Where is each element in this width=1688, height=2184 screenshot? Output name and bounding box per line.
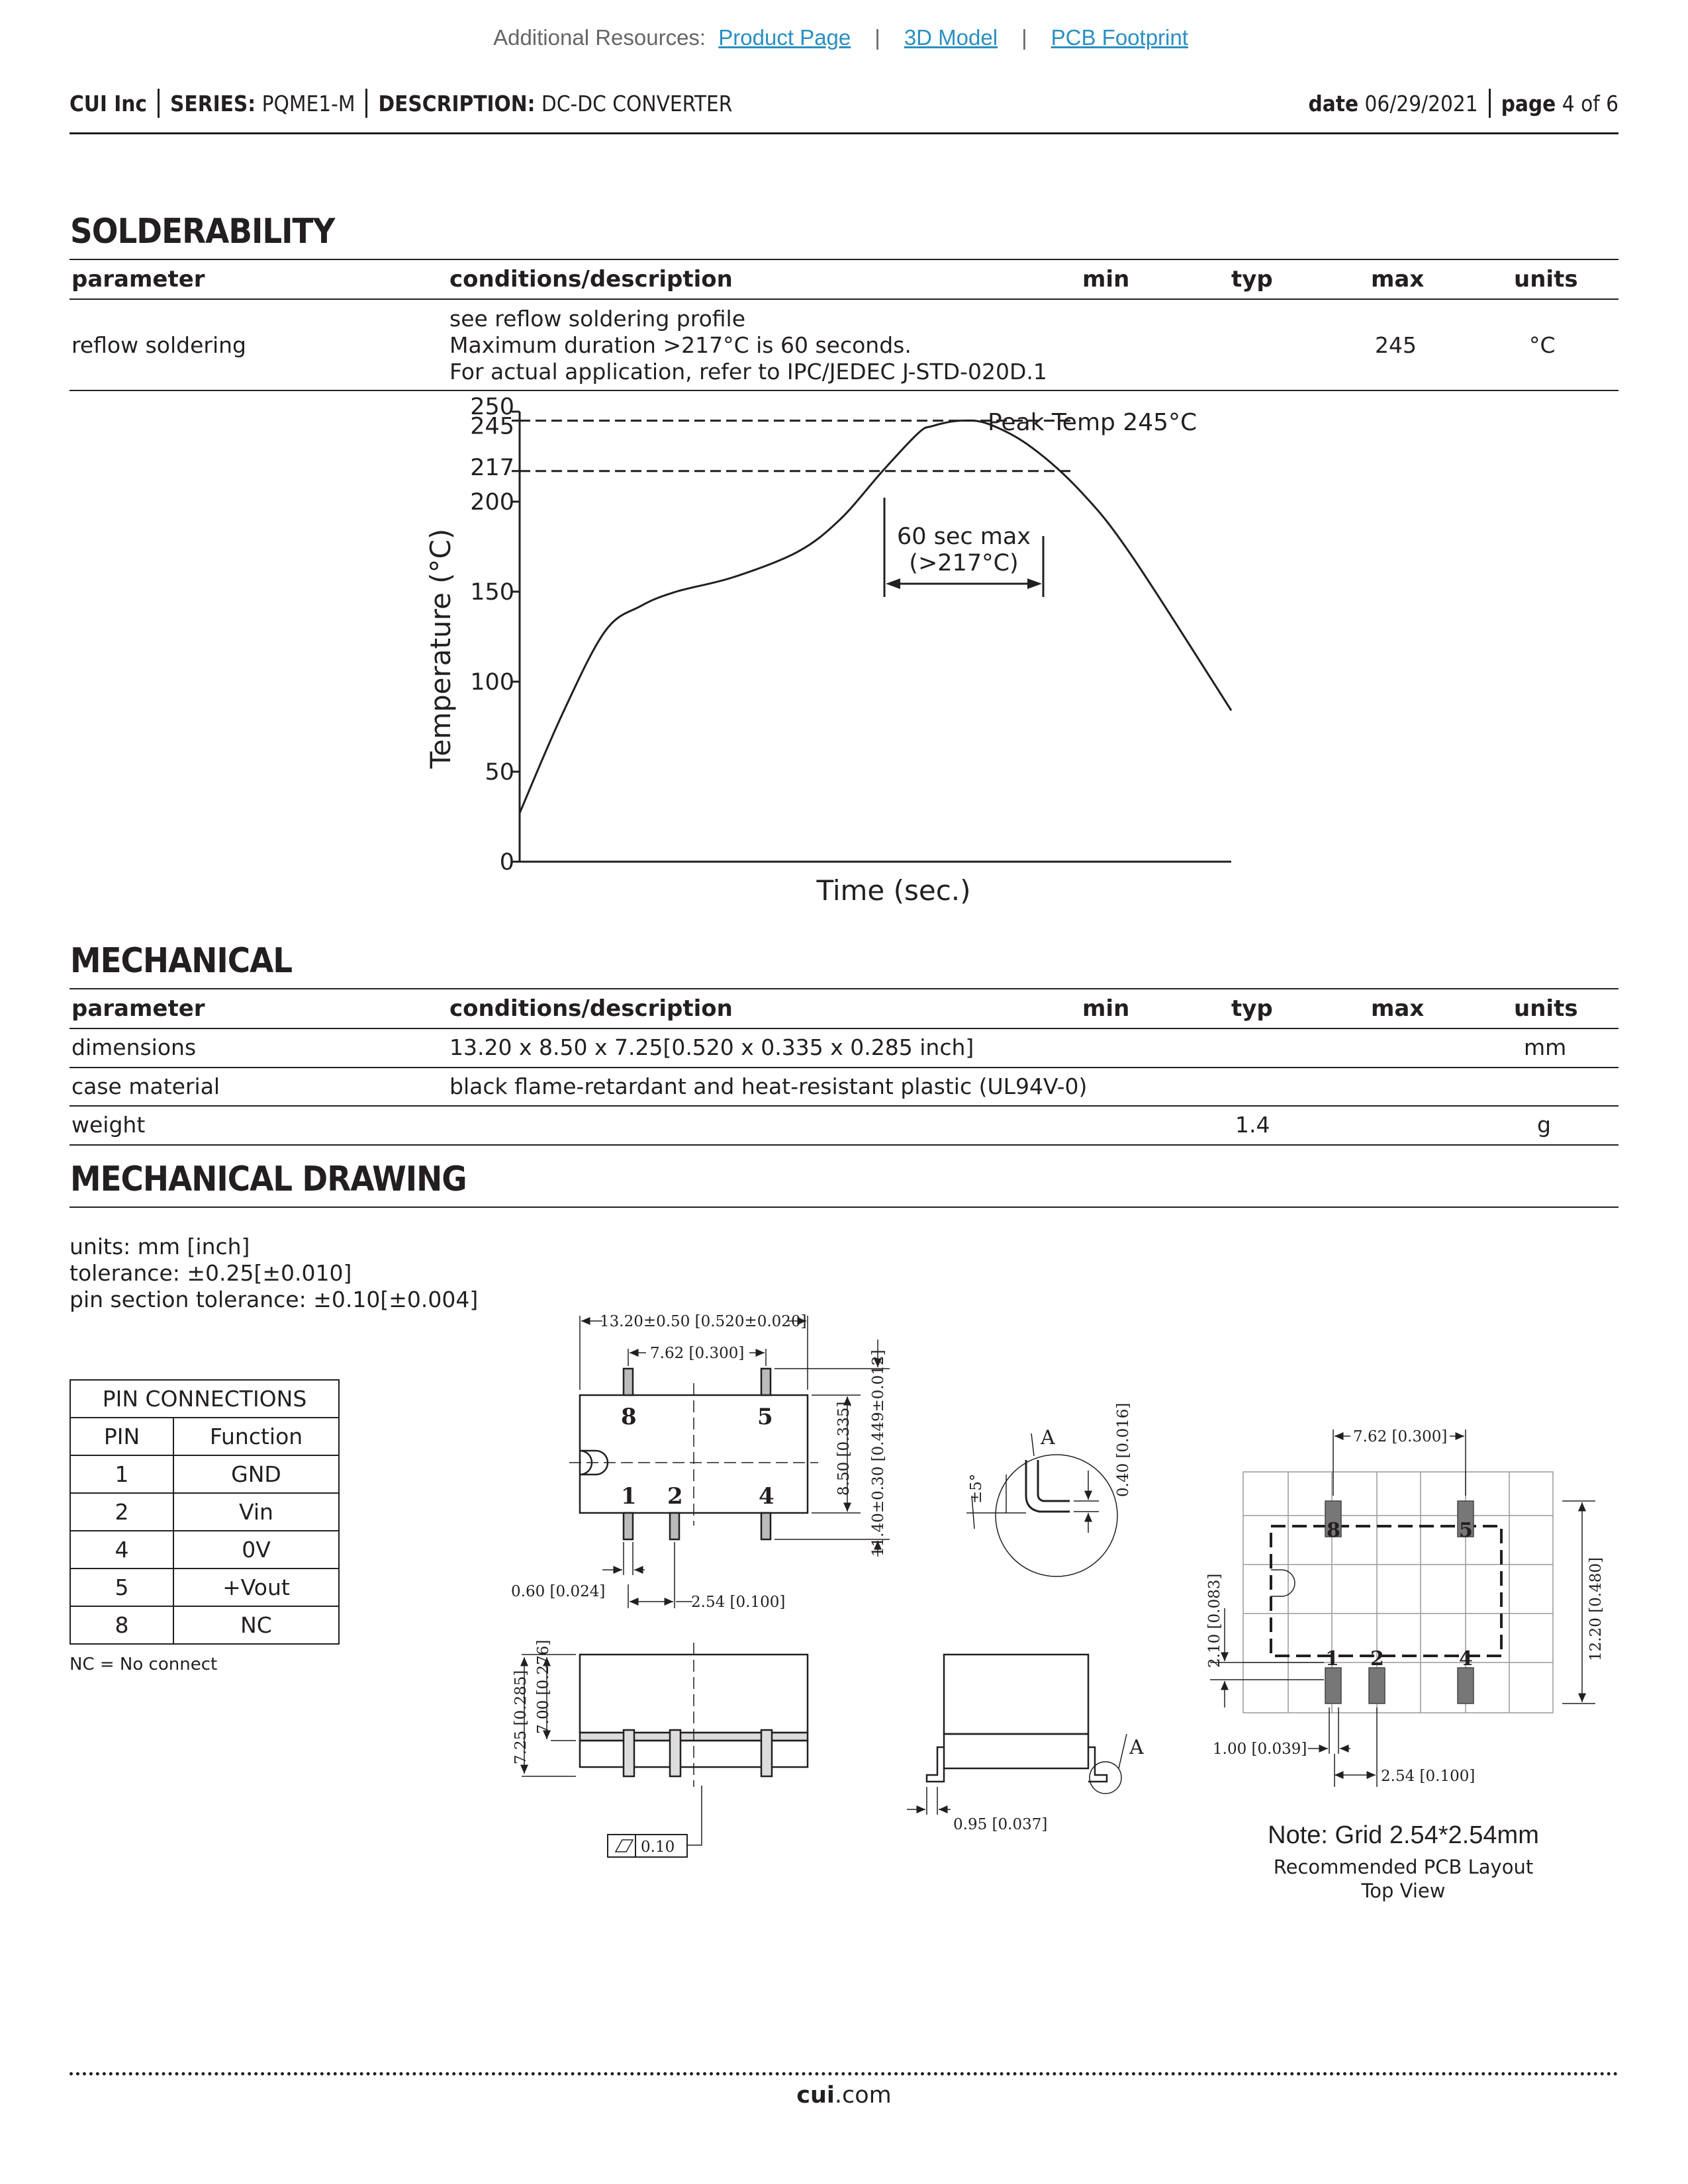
dimensions-value: 13.20 x 8.50 x 7.25[0.520 x 0.335 x 0.285 inch] xyxy=(449,1034,974,1060)
col-conditions: conditions/description xyxy=(449,266,733,293)
pcb-pin-4: 4 xyxy=(1459,1647,1473,1670)
svg-text:7.62 [0.300]: 7.62 [0.300] xyxy=(1353,1428,1448,1445)
pin-note: NC = No connect xyxy=(70,1655,218,1674)
footer-url[interactable] xyxy=(0,2082,1688,2109)
detail-a-circle xyxy=(996,1455,1117,1576)
page-label: page xyxy=(1501,91,1556,116)
mcol-max: max xyxy=(1371,995,1425,1022)
x-axis-label: Time (sec.) xyxy=(816,874,971,907)
pin-5-label: 5 xyxy=(757,1404,773,1430)
svg-text:0.40 [0.016]: 0.40 [0.016] xyxy=(1115,1402,1132,1497)
company-name: CUI Inc xyxy=(70,91,148,116)
reflow-units: °C xyxy=(1529,332,1556,358)
mcol-min: min xyxy=(1082,995,1130,1022)
pcb-footprint-link[interactable]: PCB Footprint xyxy=(1051,25,1188,50)
pcb-pin-1: 1 xyxy=(1325,1647,1339,1670)
pcb-grid-note: Note: Grid 2.54*2.54mm xyxy=(1268,1821,1539,1849)
function-header: Function xyxy=(173,1418,339,1455)
svg-text:0.95 [0.037]: 0.95 [0.037] xyxy=(953,1816,1048,1833)
description-value: DC-DC CONVERTER xyxy=(541,91,733,116)
param-dimensions: dimensions xyxy=(71,1034,197,1060)
date-label: date xyxy=(1308,91,1359,116)
pin-2-label: 2 xyxy=(667,1483,683,1510)
pcb-caption-1: Recommended PCB Layout xyxy=(1273,1856,1534,1878)
svg-text:2.10 [0.083]: 2.10 [0.083] xyxy=(1206,1573,1223,1668)
detail-a-label: A xyxy=(1041,1426,1055,1449)
svg-text:12.20 [0.480]: 12.20 [0.480] xyxy=(1587,1557,1605,1661)
footer-domain: .com xyxy=(834,2082,892,2109)
pin-connections-table: PIN CONNECTIONS PIN Function 1 GND 2 Vin 4 0V 5 +Vout 8 NC xyxy=(70,1379,340,1645)
col-max: max xyxy=(1371,266,1425,293)
pin-table-title: PIN CONNECTIONS xyxy=(70,1380,339,1418)
svg-text:2.54 [0.100]: 2.54 [0.100] xyxy=(691,1594,786,1611)
reflow-curve xyxy=(520,420,1231,813)
svg-text:0.10: 0.10 xyxy=(641,1839,675,1856)
units-note: units: mm [inch] xyxy=(70,1234,250,1259)
footer-divider xyxy=(70,2072,1618,2075)
pcb-pin-5: 5 xyxy=(1459,1519,1473,1542)
y-tick-label: 150 xyxy=(470,579,514,606)
page-header xyxy=(70,89,1618,134)
svg-text:1.00 [0.039]: 1.00 [0.039] xyxy=(1213,1741,1307,1758)
col-min: min xyxy=(1082,266,1130,293)
resources-label: Additional Resources: xyxy=(493,25,706,50)
param-reflow: reflow soldering xyxy=(71,332,246,358)
y-tick-label: 250 xyxy=(470,397,514,420)
param-case-material: case material xyxy=(71,1073,220,1099)
window-label-2: (>217°C) xyxy=(909,550,1019,576)
svg-text:7.00 [0.276]: 7.00 [0.276] xyxy=(535,1639,552,1734)
mechanical-title: MECHANICAL xyxy=(70,941,293,981)
separator: | xyxy=(874,25,880,50)
reflow-max: 245 xyxy=(1375,332,1417,358)
page-number: 4 of 6 xyxy=(1562,91,1618,116)
reflow-chart xyxy=(410,397,1244,913)
pin-tolerance-note: pin section tolerance: ±0.10[±0.004] xyxy=(70,1287,479,1312)
y-axis-label: Temperature (°C) xyxy=(424,528,457,769)
peak-temp-label: Peak Temp 245°C xyxy=(988,409,1197,436)
drawing-notes xyxy=(70,1234,478,1313)
series-value: PQME1-M xyxy=(261,91,355,116)
pin-header: PIN xyxy=(70,1418,173,1455)
additional-resources xyxy=(0,25,1688,50)
date-value: 06/29/2021 xyxy=(1364,91,1478,116)
mcol-conditions: conditions/description xyxy=(449,995,733,1022)
separator: | xyxy=(1021,25,1027,50)
mcol-parameter: parameter xyxy=(71,995,205,1022)
product-page-link[interactable]: Product Page xyxy=(718,25,851,50)
footer-brand: cui xyxy=(796,2082,835,2109)
y-tick-label: 50 xyxy=(485,759,514,786)
svg-text:0.60 [0.024]: 0.60 [0.024] xyxy=(511,1583,606,1600)
solderability-title: SOLDERABILITY xyxy=(70,212,335,251)
svg-text:±5°: ±5° xyxy=(968,1473,985,1504)
mechanical-drawing-title: MECHANICAL DRAWING xyxy=(70,1160,467,1199)
window-label-1: 60 sec max xyxy=(896,523,1031,550)
svg-text:13.20±0.50 [0.520±0.020]: 13.20±0.50 [0.520±0.020] xyxy=(600,1313,807,1330)
weight-units: g xyxy=(1537,1112,1551,1138)
reflow-conditions: see reflow soldering profile Maximum duration >217°C is 60 seconds. For actual application, refer to IPC/JEDEC J-STD-020D.1 xyxy=(449,306,1047,385)
tolerance-note: tolerance: ±0.25[±0.010] xyxy=(70,1260,352,1286)
svg-text:2.54 [0.100]: 2.54 [0.100] xyxy=(1381,1768,1476,1785)
dimensions-units: mm xyxy=(1524,1034,1567,1060)
y-tick-label: 0 xyxy=(499,849,514,876)
pin-8-label: 8 xyxy=(621,1404,637,1430)
y-tick-label: 200 xyxy=(470,489,514,516)
col-units: units xyxy=(1514,266,1578,293)
pin-4-label: 4 xyxy=(759,1483,774,1510)
y-tick-label: 100 xyxy=(470,669,514,696)
param-weight: weight xyxy=(71,1112,146,1138)
case-material-value: black flame-retardant and heat-resistant plastic (UL94V-0) xyxy=(449,1073,1088,1099)
detail-a-ref: A xyxy=(1129,1736,1144,1759)
pcb-caption-2: Top View xyxy=(1361,1880,1446,1902)
mcol-typ: typ xyxy=(1231,995,1273,1022)
3d-model-link[interactable]: 3D Model xyxy=(904,25,998,50)
svg-text:8.50 [0.335]: 8.50 [0.335] xyxy=(835,1401,853,1496)
end-view-body xyxy=(944,1655,1088,1734)
svg-text:11.40±0.30 [0.449±0.012]: 11.40±0.30 [0.449±0.012] xyxy=(870,1349,887,1557)
description-label: DESCRIPTION: xyxy=(378,91,536,116)
weight-typ: 1.4 xyxy=(1235,1112,1270,1138)
y-tick-label: 245 xyxy=(470,413,514,440)
col-parameter: parameter xyxy=(71,266,205,293)
pcb-outline xyxy=(1271,1526,1501,1656)
pin-1-label: 1 xyxy=(621,1483,637,1510)
mcol-units: units xyxy=(1514,995,1578,1022)
series-label: SERIES: xyxy=(170,91,256,116)
svg-text:7.62 [0.300]: 7.62 [0.300] xyxy=(650,1345,745,1362)
svg-text:7.25 [0.285]: 7.25 [0.285] xyxy=(512,1670,530,1764)
pcb-pin-2: 2 xyxy=(1370,1647,1384,1670)
y-tick-label: 217 xyxy=(470,454,514,481)
pcb-pin-8: 8 xyxy=(1327,1519,1340,1542)
pcb-grid xyxy=(1243,1472,1553,1713)
col-typ: typ xyxy=(1231,266,1273,293)
